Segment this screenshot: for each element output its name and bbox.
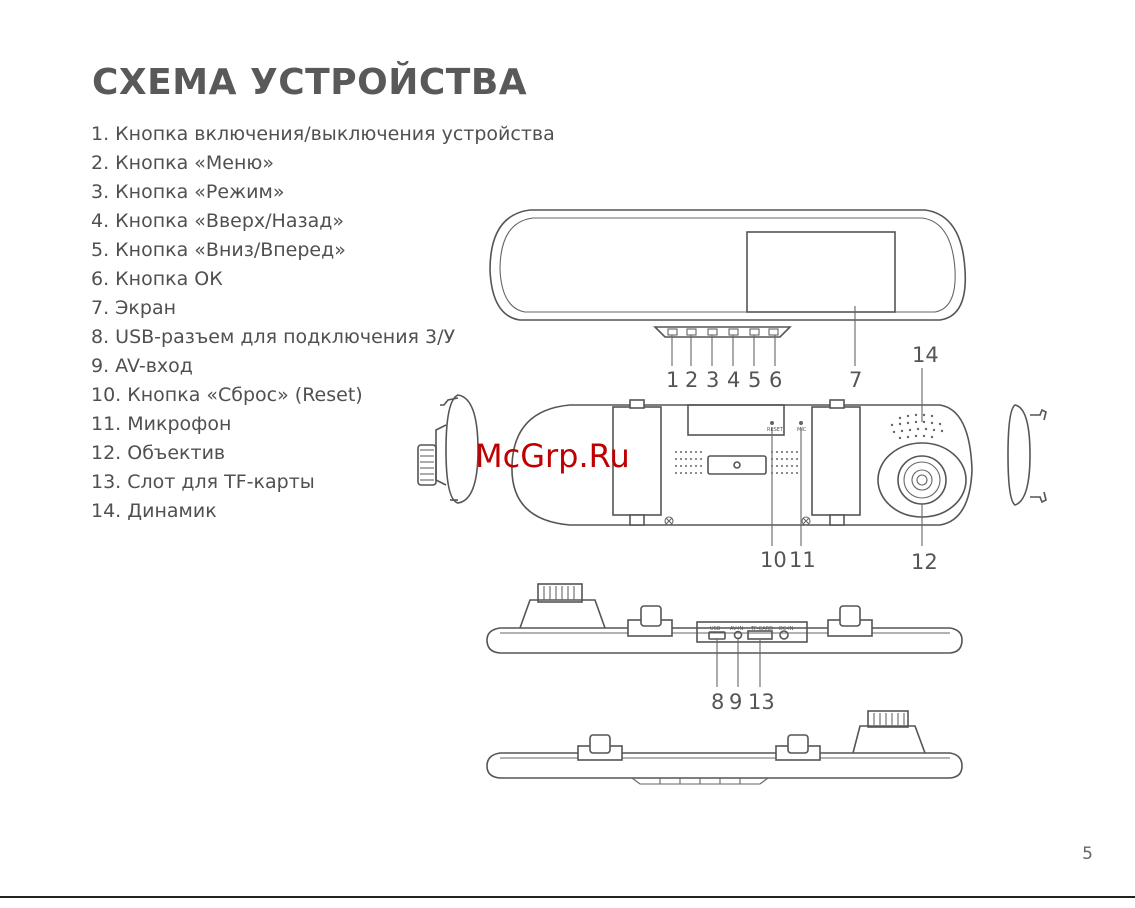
bottom-view <box>487 711 962 784</box>
legend-item: 12. Объектив <box>91 442 226 464</box>
top-view <box>487 584 962 714</box>
page-number: 5 <box>1082 844 1093 864</box>
watermark: McGrp.Ru <box>475 437 630 475</box>
bottom-rule <box>0 896 1135 898</box>
left-side-profile <box>418 395 478 503</box>
callout-6: 6 <box>769 368 783 392</box>
legend-item: 6. Кнопка ОК <box>91 268 223 290</box>
callout-3: 3 <box>706 368 720 392</box>
tfcard-label: TF-CARD <box>751 626 773 632</box>
callout-9: 9 <box>729 690 743 714</box>
usb-label: USB <box>710 626 721 632</box>
callout-10: 10 <box>760 548 787 572</box>
front-view <box>490 210 965 392</box>
page-title: СХЕМА УСТРОЙСТВА <box>92 62 528 103</box>
callout-7: 7 <box>849 368 863 392</box>
callout-5: 5 <box>748 368 762 392</box>
callout-4: 4 <box>727 368 741 392</box>
legend-item: 4. Кнопка «Вверх/Назад» <box>91 210 344 232</box>
callout-13: 13 <box>748 690 775 714</box>
legend-item: 2. Кнопка «Меню» <box>91 152 275 174</box>
legend-item: 3. Кнопка «Режим» <box>91 181 285 203</box>
legend-item: 7. Экран <box>91 297 177 319</box>
avin-label: AV-IN <box>730 626 744 632</box>
legend-item: 1. Кнопка включения/выключения устройства <box>91 123 555 145</box>
legend-item: 11. Микрофон <box>91 413 232 435</box>
vent-right <box>771 451 798 474</box>
right-clip-panel <box>812 407 860 515</box>
callout-12: 12 <box>911 550 938 574</box>
legend-item: 13. Слот для TF-карты <box>91 471 315 493</box>
mount-plate <box>708 456 766 474</box>
reset-label: RESET <box>767 427 784 433</box>
dc-in-port <box>780 631 788 639</box>
dcin-label: DC-IN <box>779 626 794 632</box>
reset-hole <box>770 421 774 425</box>
bottom-clips <box>578 735 820 760</box>
mic-label: MIC <box>797 427 807 433</box>
right-side-profile <box>1008 405 1046 505</box>
legend-item: 8. USB-разъем для подключения 3/У <box>91 326 456 348</box>
legend-item: 14. Динамик <box>91 500 217 522</box>
callout-14: 14 <box>912 343 939 367</box>
mount-base <box>853 726 925 753</box>
callout-11: 11 <box>789 548 816 572</box>
callout-2: 2 <box>685 368 699 392</box>
speaker-grille <box>891 414 943 439</box>
knob <box>418 445 436 485</box>
legend-item: 10. Кнопка «Сброс» (Reset) <box>91 384 363 406</box>
tf-card-slot <box>748 631 772 639</box>
screw <box>665 517 810 525</box>
vent-left <box>675 451 702 474</box>
mic-hole <box>799 421 803 425</box>
callout-8: 8 <box>711 690 725 714</box>
mount-base <box>520 600 605 628</box>
legend-item: 5. Кнопка «Вниз/Вперед» <box>91 239 346 261</box>
screen <box>747 232 895 312</box>
legend-item: 9. AV-вход <box>91 355 193 377</box>
callout-1: 1 <box>666 368 680 392</box>
